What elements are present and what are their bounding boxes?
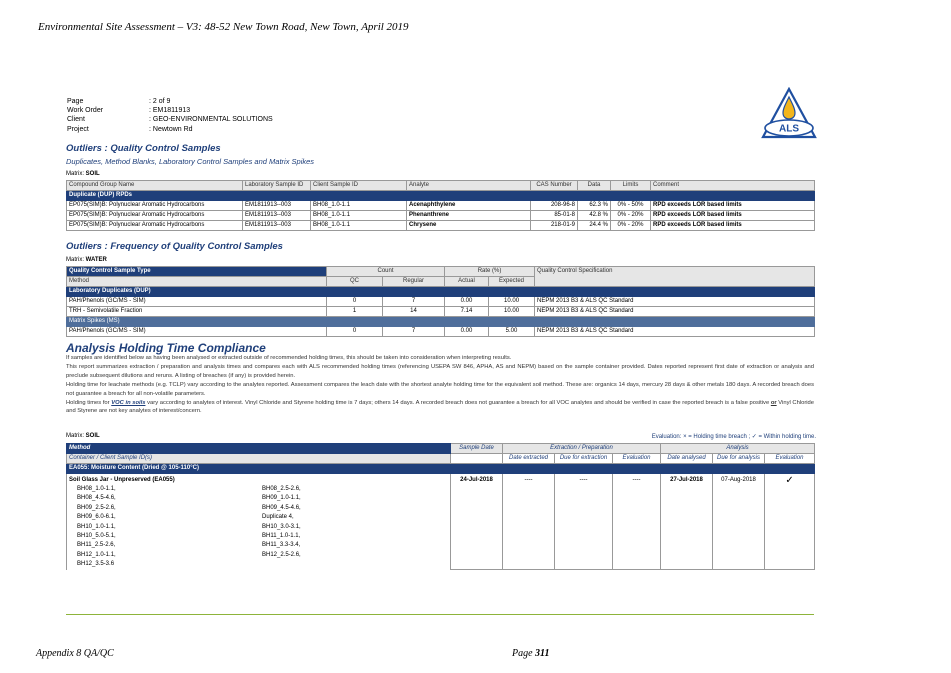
outliers-freq-title: Outliers : Frequency of Quality Control Samples [66, 241, 283, 252]
sample-id: Duplicate 4, [262, 514, 294, 521]
matrix-soil-2 [66, 433, 100, 439]
actual-cell: 0.00 [445, 297, 489, 307]
qc-spec-header: Quality Control Specification [535, 267, 815, 287]
rate-header: Rate (%) [445, 267, 535, 277]
qc-header: QC [327, 277, 383, 287]
table-cell: EP075(SIM)B: Polynuclear Aromatic Hydrocarbons [67, 211, 243, 221]
voc-in-soils-link[interactable]: VOC in soils [111, 400, 146, 407]
logo-drop [783, 97, 795, 119]
table-row [67, 307, 815, 317]
spec-cell: NEPM 2013 B3 & ALS QC Standard [535, 297, 815, 307]
expected-cell: 10.00 [489, 307, 535, 317]
table-cell: 85-01-8 [531, 211, 578, 221]
table-row [67, 221, 815, 231]
note-text: Holding times for [66, 400, 112, 407]
column-header: Analyte [407, 181, 531, 191]
sample-row [69, 485, 448, 494]
outliers-freq-table [66, 266, 815, 337]
meta-row [67, 97, 273, 106]
method-header: Method [67, 277, 327, 287]
column-header: Laboratory Sample ID [243, 181, 311, 191]
sample-row [69, 532, 448, 541]
als-logo [761, 87, 817, 139]
note-paragraph-4 [66, 399, 814, 416]
regular-cell: 7 [383, 327, 445, 337]
table-cell: Phenanthrene [407, 211, 531, 221]
freq-header-top [67, 267, 815, 277]
method-cell: TRH - Semivolatile Fraction [67, 307, 327, 317]
report-meta [67, 97, 273, 134]
matrix-value: SOIL [85, 171, 100, 177]
band-row [67, 464, 815, 474]
outliers-qc-header-row [67, 181, 815, 191]
regular-cell: 14 [383, 307, 445, 317]
table-cell: EM1811913--003 [243, 201, 311, 211]
band-label: Matrix Spikes (MS) [67, 317, 815, 327]
sample-row [69, 504, 448, 513]
meta-row [67, 125, 273, 134]
logo-text: ALS [779, 123, 799, 135]
meta-value: : 2 of 9 [149, 98, 171, 105]
actual-cell: 0.00 [445, 327, 489, 337]
spec-cell: NEPM 2013 B3 & ALS QC Standard [535, 307, 815, 317]
sample-id: BH10_5.0-5.1, [77, 533, 116, 540]
sample-id: BH11_3.3-3.4, [262, 542, 301, 549]
table-cell: EP075(SIM)B: Polynuclear Aromatic Hydrocarbons [67, 221, 243, 231]
footer-page-label: Page [512, 648, 536, 659]
holding-header-sub [67, 454, 815, 464]
method-header: Method [67, 444, 451, 454]
matrix-value: SOIL [85, 433, 100, 439]
meta-value: : Newtown Rd [149, 125, 193, 133]
sample-id: BH12_2.5-2.6, [262, 551, 301, 558]
sample-date-cell: 24-Jul-2018 [451, 474, 503, 570]
holding-header-top [67, 444, 815, 454]
column-header: Compound Group Name [67, 181, 243, 191]
sample-row [69, 494, 448, 503]
date-analysed-header: Date analysed [661, 454, 713, 464]
sample-row [69, 560, 448, 569]
holding-time-table [66, 443, 815, 570]
table-row [67, 327, 815, 337]
sample-id: BH10_1.0-1.1, [77, 523, 116, 530]
evaluation-header: Evaluation [613, 454, 661, 464]
sample-row [69, 523, 448, 532]
sample-id: BH12_3.5-3.6 [77, 561, 115, 568]
table-cell: RPD exceeds LOR based limits [651, 221, 815, 231]
due-extraction-header: Due for extraction [555, 454, 613, 464]
table-cell: RPD exceeds LOR based limits [651, 201, 815, 211]
table-cell: BH08_1.0-1.1 [311, 211, 407, 221]
sample-id: BH11_2.5-2.6, [77, 542, 116, 549]
meta-key: Project [67, 125, 89, 133]
sample-date-header: Sample Date [451, 444, 503, 454]
note-paragraph-3: Holding time for leachate methods (e.g. TCLP) vary according to the analytes reported. Assessment compares the leach date with the shortest analyte holding time for the equivalent soil method. These are: organics 14 days, mercury 28 days & other metals 180 days. A recorded breach does not guarantee a breach for all non-volatile parameters. [66, 382, 814, 397]
table-cell: EP075(SIM)B: Polynuclear Aromatic Hydrocarbons [67, 201, 243, 211]
table-cell: 208-96-8 [531, 201, 578, 211]
meta-row [67, 106, 273, 115]
sample-row [69, 541, 448, 550]
due-analysis-cell: 07-Aug-2018 [713, 474, 765, 570]
table-cell: EM1811913--003 [243, 221, 311, 231]
table-cell: 24.4 % [578, 221, 611, 231]
outliers-qc-table [66, 180, 815, 231]
expected-header: Expected [489, 277, 535, 287]
meta-value: : EM1811913 [149, 107, 191, 115]
sample-id: BH09_1.0-1.1, [262, 495, 301, 502]
regular-cell: 7 [383, 297, 445, 307]
extraction-header: Extraction / Preparation [503, 444, 661, 454]
qc-cell: 0 [327, 297, 383, 307]
band-row [67, 287, 815, 297]
table-row [67, 201, 815, 211]
column-header: CAS Number [531, 181, 578, 191]
footer-page [512, 648, 550, 659]
qc-sample-type-header: Quality Control Sample Type [67, 267, 327, 277]
date-extracted-cell: ---- [503, 474, 555, 570]
table-cell: 218-01-9 [531, 221, 578, 231]
actual-header: Actual [445, 277, 489, 287]
evaluation-legend: Evaluation: × = Holding time breach ; ✓ = Within holding time. [651, 434, 816, 440]
table-cell: Chrysene [407, 221, 531, 231]
outliers-qc-subtitle: Duplicates, Method Blanks, Laboratory Control Samples and Matrix Spikes [66, 157, 315, 166]
matrix-water [66, 257, 107, 263]
table-cell: 0% - 20% [611, 221, 651, 231]
table-cell: BH08_1.0-1.1 [311, 201, 407, 211]
matrix-soil-1 [66, 171, 100, 177]
table-cell: RPD exceeds LOR based limits [651, 211, 815, 221]
analysis-header: Analysis [661, 444, 815, 454]
column-header: Data [578, 181, 611, 191]
table-row [67, 297, 815, 307]
sample-id: BH08_2.5-2.6, [262, 486, 301, 492]
method-cell: PAH/Phenols (GC/MS - SIM) [67, 327, 327, 337]
evaluation-cell: ---- [613, 474, 661, 570]
sample-id: BH10_3.0-3.1, [262, 523, 301, 530]
meta-key: Page [67, 98, 84, 105]
matrix-label: Matrix: [66, 257, 86, 263]
meta-row [67, 115, 273, 124]
due-analysis-header: Due for analysis [713, 454, 765, 464]
footer-page-number: 311 [535, 648, 550, 659]
note-paragraph-1: If samples are identified below as having been analysed or extracted outside of recommended holding times, this should be taken into consideration when interpreting results. [66, 355, 512, 361]
note-or: or [770, 400, 777, 407]
sample-id: BH09_4.5-4.6, [262, 504, 301, 511]
sample-id: BH12_1.0-1.1, [77, 551, 116, 558]
band-label: EA055: Moisture Content (Dried @ 105-110°C) [67, 464, 815, 474]
expected-cell: 5.00 [489, 327, 535, 337]
expected-cell: 10.00 [489, 297, 535, 307]
footer-appendix: Appendix 8 QA/QC [36, 648, 114, 659]
sample-row [69, 551, 448, 560]
document-header: Environmental Site Assessment – V3: 48-52 New Town Road, New Town, April 2019 [38, 21, 409, 33]
sample-id: BH11_1.0-1.1, [262, 533, 301, 540]
table-cell: 0% - 50% [611, 201, 651, 211]
column-header: Comment [651, 181, 815, 191]
method-cell: PAH/Phenols (GC/MS - SIM) [67, 297, 327, 307]
qc-cell: 0 [327, 327, 383, 337]
table-row [67, 211, 815, 221]
sample-date-sub [451, 454, 503, 464]
table-cell: Acenaphthylene [407, 201, 531, 211]
column-header: Limits [611, 181, 651, 191]
column-header: Client Sample ID [311, 181, 407, 191]
check-icon: ✓ [765, 474, 815, 570]
table-cell: 42.8 % [578, 211, 611, 221]
sample-id: BH08_4.5-4.6, [77, 495, 116, 502]
evaluation2-header: Evaluation [765, 454, 815, 464]
table-cell: 0% - 20% [611, 211, 651, 221]
footer-rule [66, 614, 814, 615]
meta-value: : GEO-ENVIRONMENTAL SOLUTIONS [149, 116, 273, 124]
band-label: Laboratory Duplicates (DUP) [67, 287, 815, 297]
count-header: Count [327, 267, 445, 277]
container-header: Container / Client Sample ID(s) [67, 454, 451, 464]
spec-cell: NEPM 2013 B3 & ALS QC Standard [535, 327, 815, 337]
note-paragraph-2: This report summarizes extraction / preparation and analysis times and compares each with ALS recommended holding times (referencing USEPA SW 846, APHA, AS and NEPM) based on the sample container provided. Dates reported represent first date of extraction or analysis and preclude subsequent dilutions and reruns. A listing of breaches (if any) is provided herein. [66, 364, 814, 379]
sample-id: BH09_6.0-6.1, [77, 514, 116, 521]
date-analysed-cell: 27-Jul-2018 [661, 474, 713, 570]
outliers-qc-title: Outliers : Quality Control Samples [66, 143, 221, 154]
table-cell: BH08_1.0-1.1 [311, 221, 407, 231]
qc-cell: 1 [327, 307, 383, 317]
container-label: Soil Glass Jar - Unpreserved (EA055) [69, 477, 175, 483]
holding-data-row [67, 474, 815, 570]
actual-cell: 7.14 [445, 307, 489, 317]
note-text: Vinyl Chloride and Styrene are not key analytes of interest/concern. [66, 400, 814, 415]
meta-key: Work Order [67, 107, 104, 115]
due-extraction-cell: ---- [555, 474, 613, 570]
date-extracted-header: Date extracted [503, 454, 555, 464]
container-cell [67, 474, 451, 570]
band-row [67, 317, 815, 327]
note-text: vary according to analytes of interest. Vinyl Chloride and Styrene holding time is 7 days; others 14 days. A recorded breach does not guarantee a breach for all VOC analytes and should be verified in case the reported breach is a false positive [145, 400, 771, 407]
sample-id: BH08_1.0-1.1, [77, 486, 116, 492]
meta-key: Client [67, 116, 85, 124]
band-row [67, 191, 815, 201]
matrix-label: Matrix: [66, 433, 86, 439]
matrix-value: WATER [85, 257, 107, 263]
table-cell: EM1811913--003 [243, 211, 311, 221]
table-cell: 62.3 % [578, 201, 611, 211]
holding-time-title: Analysis Holding Time Compliance [66, 341, 266, 355]
sample-list [69, 485, 448, 570]
band-label: Duplicate (DUP) RPDs [67, 191, 815, 201]
sample-id: BH09_2.5-2.6, [77, 504, 116, 511]
matrix-label: Matrix: [66, 171, 86, 177]
regular-header: Regular [383, 277, 445, 287]
holding-time-notes [66, 354, 814, 417]
sample-row [69, 513, 448, 522]
